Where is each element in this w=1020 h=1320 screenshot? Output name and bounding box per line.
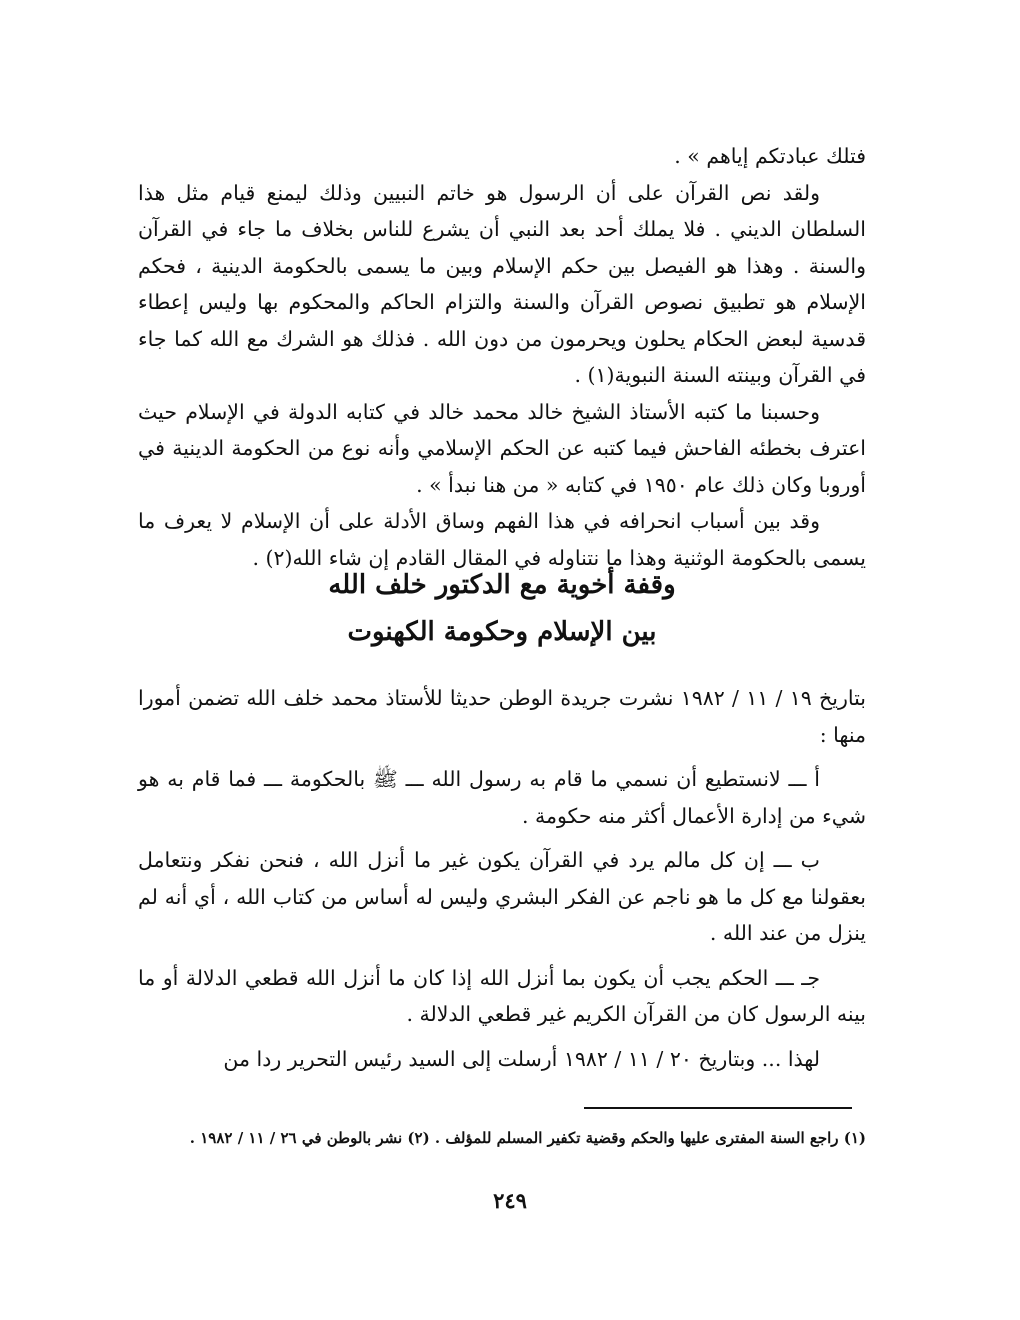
paragraph-quran-prophet: ولقد نص القرآن على أن الرسول هو خاتم النبيين وذلك ليمنع قيام مثل هذا السلطان الديني . فلا يملك أحد بعد النبي أن يشرع للناس بخلاف ما جاء في القرآن والسنة . وهذا هو الفيصل بين حكم الإسلام وبين ما يسمى بالحكومة الدينية ، فحكم الإسلام هو تطبيق نصوص القرآن والسنة والتزام الحاكم والمحكوم بها وليس إعطاء قدسية لبعض الحكام يحلون ويحرمون من دون الله . فذلك هو الشرك مع الله كما جاء في القرآن وبينته السنة النبوية(١) . — [138, 180, 866, 387]
section-heading-line2: بين الإسلام وحكومة الكهنوت — [347, 617, 657, 647]
paragraph-khalid-book: وحسبنا ما كتبه الأستاذ الشيخ خالد محمد خالد في كتابه الدولة في الإسلام حيث اعترف بخطئه الفاحش فيما كتبه عن الحكم الإسلامي وأنه نوع من الحكومة الدينية في أوروبا وكان ذلك عام ١٩٥٠ في كتابه « من هنا نبدأ » . — [138, 399, 866, 497]
opening-text — [138, 138, 866, 576]
paragraph-reply-letter: لهذا ... وبتاريخ ٢٠ / ١١ / ١٩٨٢ أرسلت إلى السيد رئيس التحرير ردا من — [223, 1046, 820, 1071]
paragraph-deviation-reasons: وقد بين أسباب انحرافه في هذا الفهم وساق الأدلة على أن الإسلام لا يعرف ما يسمى بالحكومة الوثنية وهذا ما نتناوله في المقال القادم إن شاء الله(٢) . — [138, 509, 866, 570]
section-heading-line1: وقفة أخوية مع الدكتور خلف الله — [328, 570, 676, 600]
footnote-divider — [584, 1107, 852, 1109]
paragraph-point-a: أ ـــ لانستطيع أن نسمي ما قام به رسول الله ـــ ﷺ بالحكومة ـــ فما قام به هو شيء من إدارة الأعمال أكثر منه حكومة . — [138, 767, 866, 828]
paragraph-closing-quote: فتلك عبادتكم إياهم » . — [674, 144, 866, 168]
paragraph-point-b: ب ـــ إن كل مالم يرد في القرآن يكون غير ما أنزل الله ، فنحن نفكر ونتعامل بعقولنا مع كل ما هو ناجم عن الفكر البشري وليس له أساس من كتاب الله ، أي أنه لم ينزل من عند الله . — [138, 848, 866, 945]
paragraph-watan-article: بتاريخ ١٩ / ١١ / ١٩٨٢ نشرت جريدة الوطن حديثا للأستاذ محمد خلف الله تضمن أمورا منها : — [138, 686, 866, 747]
article-body — [138, 680, 866, 1077]
footnotes: (١) راجع السنة المفترى عليها والحكم وقضية تكفير المسلم للمؤلف . (٢) نشر بالوطن في ٢٦ / ١١ / ١٩٨٢ . — [189, 1129, 866, 1147]
page-number: ٢٤٩ — [493, 1188, 527, 1213]
paragraph-point-c: جـ ـــ الحكم يجب أن يكون بما أنزل الله إذا كان ما أنزل الله قطعي الدلالة أو ما بينه الرسول كان من القرآن الكريم غير قطعي الدلالة . — [138, 965, 866, 1026]
